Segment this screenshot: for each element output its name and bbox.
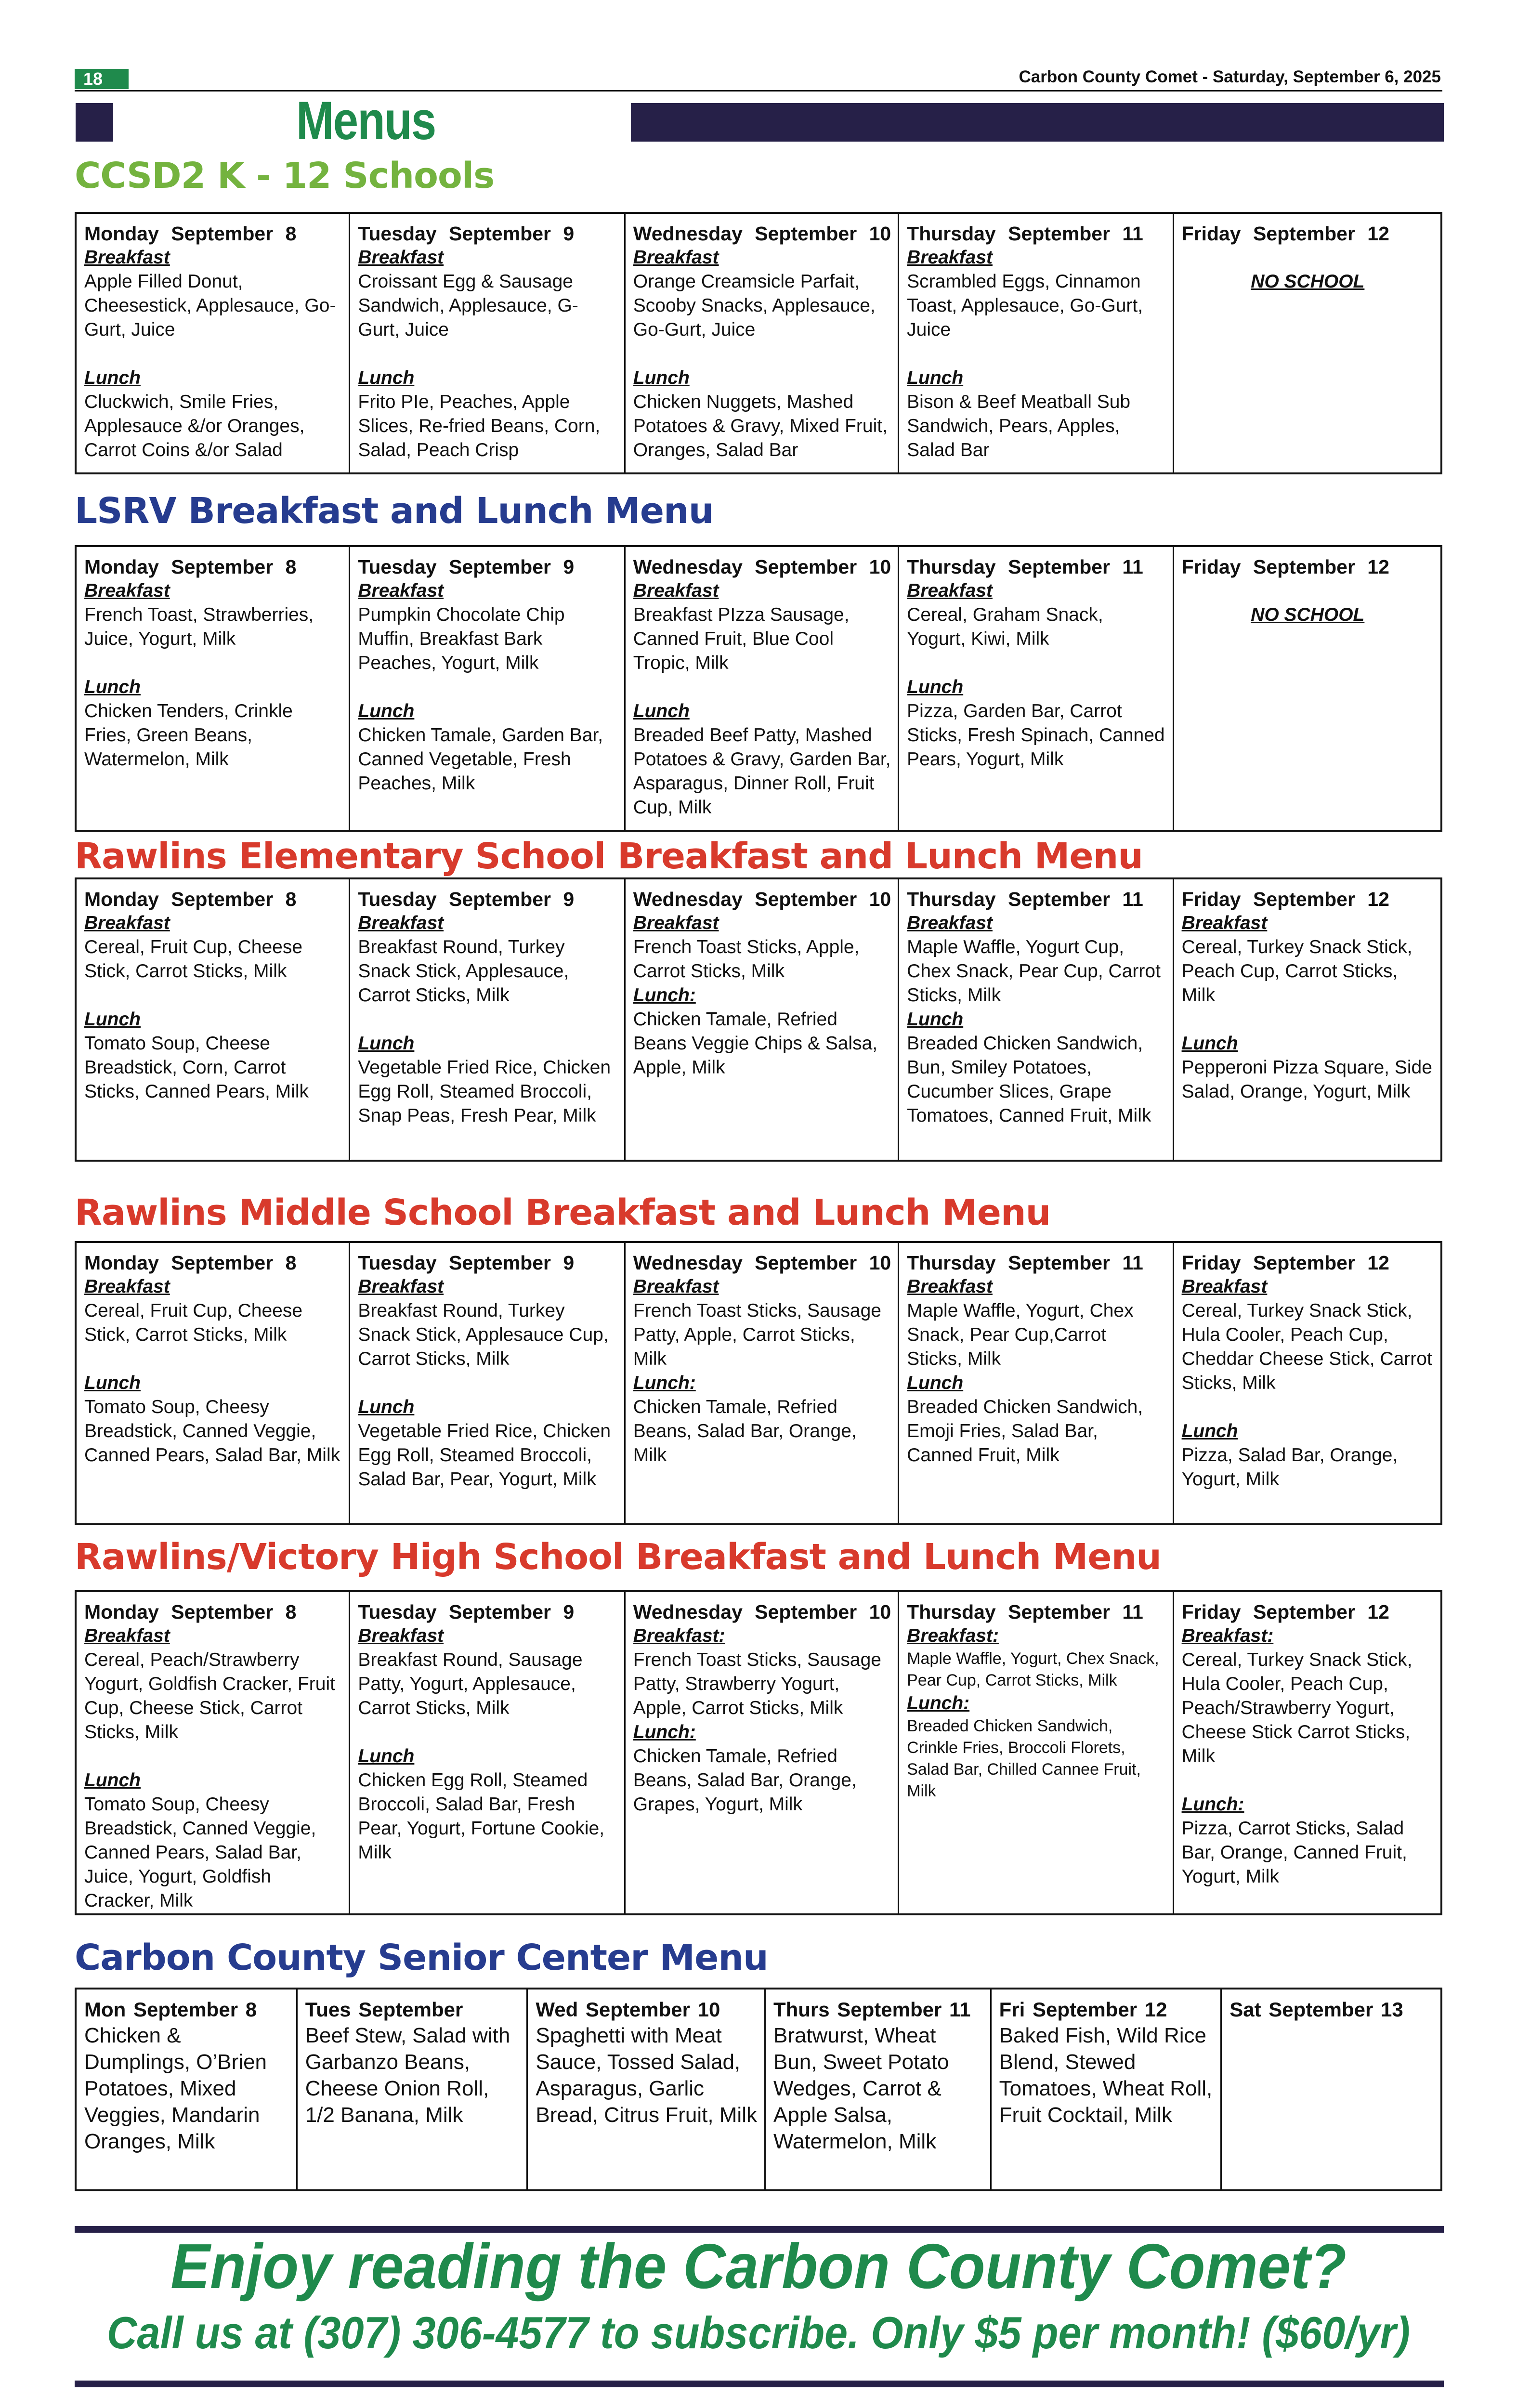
breakfast-items: Cereal, Fruit Cup, Cheese Stick, Carrot Sticks, Milk <box>84 1300 303 1345</box>
menu-day-column <box>528 1989 766 2189</box>
publication-line: Carbon County Comet - Saturday, September 6, 2025 <box>1019 67 1441 86</box>
meal-items: Bratwurst, Wheat Bun, Sweet Potato Wedges, Carrot & Apple Salsa, Watermelon, Milk <box>773 2024 949 2153</box>
menu-table-ccsd2 <box>75 212 1442 474</box>
menu-day-column <box>77 1592 350 1913</box>
lunch-label: Lunch <box>84 1009 141 1030</box>
breakfast-label: Breakfast <box>907 247 993 268</box>
section-title-ccsd2: CCSD2 K - 12 Schools <box>75 155 495 196</box>
menu-day-column <box>766 1989 992 2189</box>
spacer <box>84 651 342 675</box>
breakfast-label: Breakfast: <box>633 1625 725 1646</box>
lunch-label: Lunch <box>907 1009 964 1030</box>
lunch-label: Lunch <box>358 1746 415 1767</box>
breakfast-items: Cereal, Fruit Cup, Cheese Stick, Carrot Sticks, Milk <box>84 937 303 982</box>
menu-day-column <box>77 879 350 1160</box>
lunch-items: Cluckwich, Smile Fries, Applesauce &/or Oranges, Carrot Coins &/or Salad <box>84 392 305 460</box>
menu-day-column <box>626 1592 899 1913</box>
spacer <box>358 675 617 699</box>
menu-day-column <box>899 1592 1174 1913</box>
breakfast-label: Breakfast <box>84 1625 170 1646</box>
day-heading: Thursday September 11 <box>907 1252 1143 1274</box>
breakfast-label: Breakfast <box>84 1276 170 1297</box>
menu-day-column <box>1174 214 1440 472</box>
spacer <box>84 1347 342 1371</box>
menu-day-column <box>626 547 899 830</box>
lunch-items: Pizza, Carrot Sticks, Salad Bar, Orange, Canned Fruit, Yogurt, Milk <box>1181 1818 1407 1887</box>
day-heading: Tues September <box>305 1998 463 2021</box>
menu-day-column <box>1174 547 1440 830</box>
no-school-note: NO SCHOOL <box>1251 604 1365 625</box>
lunch-label: Lunch <box>358 1397 415 1417</box>
spacer <box>358 1720 617 1744</box>
header-rule <box>75 90 1442 92</box>
ad-rule-bottom <box>75 2381 1444 2387</box>
breakfast-items: Cereal, Turkey Snack Stick, Hula Cooler, Peach Cup, Peach/Strawberry Yogurt, Cheese Stick Carrot Sticks, Milk <box>1181 1649 1412 1767</box>
menu-table-lsrv <box>75 545 1442 832</box>
day-heading: Monday September 8 <box>84 1601 297 1623</box>
menu-day-column <box>77 547 350 830</box>
menu-table-senior <box>75 1988 1442 2191</box>
lunch-label: Lunch <box>84 677 141 697</box>
breakfast-label: Breakfast <box>1181 1276 1268 1297</box>
page-number: 18 <box>75 69 129 89</box>
breakfast-items: Cereal, Peach/Strawberry Yogurt, Goldfish Cracker, Fruit Cup, Cheese Stick, Carrot Sticks, Milk <box>84 1649 335 1742</box>
lunch-label: Lunch: <box>633 1373 696 1393</box>
menu-day-column <box>298 1989 528 2189</box>
breakfast-items: Pumpkin Chocolate Chip Muffin, Breakfast Bark Peaches, Yogurt, Milk <box>358 604 565 673</box>
spacer <box>358 342 617 366</box>
menu-day-column <box>350 879 625 1160</box>
lunch-label: Lunch: <box>633 1722 696 1742</box>
menu-day-column <box>77 214 350 472</box>
lunch-label: Lunch: <box>633 985 696 1006</box>
spacer <box>1182 1768 1434 1793</box>
breakfast-label: Breakfast <box>84 580 170 601</box>
day-heading: Tuesday September 9 <box>358 888 575 910</box>
lunch-items: Chicken Tenders, Crinkle Fries, Green Beans, Watermelon, Milk <box>84 701 293 770</box>
spacer <box>633 342 891 366</box>
breakfast-label: Breakfast <box>1181 913 1268 933</box>
breakfast-items: Maple Waffle, Yogurt, Chex Snack, Pear Cup, Carrot Sticks, Milk <box>907 1649 1159 1689</box>
lunch-items: Vegetable Fried Rice, Chicken Egg Roll, Steamed Broccoli, Snap Peas, Fresh Pear, Milk <box>358 1057 611 1126</box>
lunch-items: Pepperoni Pizza Square, Side Salad, Orange, Yogurt, Milk <box>1181 1057 1432 1102</box>
breakfast-items: Cereal, Turkey Snack Stick, Peach Cup, Carrot Sticks, Milk <box>1181 937 1412 1006</box>
breakfast-label: Breakfast <box>633 913 719 933</box>
lunch-items: Frito PIe, Peaches, Apple Slices, Re-fried Beans, Corn, Salad, Peach Crisp <box>358 392 601 460</box>
lunch-label: Lunch <box>358 1033 415 1054</box>
spacer <box>907 651 1165 675</box>
breakfast-label: Breakfast <box>358 1625 444 1646</box>
day-heading: Friday September 12 <box>1181 556 1389 578</box>
lunch-label: Lunch <box>907 367 964 388</box>
menu-day-column <box>350 1592 625 1913</box>
lunch-items: Chicken Tamale, Refried Beans Veggie Chips & Salsa, Apple, Milk <box>633 1009 878 1078</box>
breakfast-items: Maple Waffle, Yogurt, Chex Snack, Pear Cup,Carrot Sticks, Milk <box>907 1300 1134 1369</box>
spacer <box>358 1371 617 1395</box>
lunch-label: Lunch <box>84 1770 141 1791</box>
day-heading: Wednesday September 10 <box>633 1252 891 1274</box>
lunch-label: Lunch <box>1181 1421 1238 1441</box>
breakfast-label: Breakfast <box>358 1276 444 1297</box>
day-heading: Friday September 12 <box>1181 1601 1389 1623</box>
breakfast-items: Maple Waffle, Yogurt Cup, Chex Snack, Pear Cup, Carrot Sticks, Milk <box>907 937 1161 1006</box>
day-heading: Tuesday September 9 <box>358 556 575 578</box>
menu-day-column <box>626 1243 899 1523</box>
meal-items: Baked Fish, Wild Rice Blend, Stewed Tomatoes, Wheat Roll, Fruit Cocktail, Milk <box>999 2024 1213 2127</box>
section-title-senior: Carbon County Senior Center Menu <box>75 1937 768 1978</box>
menu-day-column <box>1174 879 1440 1160</box>
breakfast-label: Breakfast <box>358 247 444 268</box>
day-heading: Monday September 8 <box>84 222 297 245</box>
breakfast-items: Cereal, Graham Snack, Yogurt, Kiwi, Milk <box>907 604 1103 649</box>
day-heading: Friday September 12 <box>1181 222 1389 245</box>
section-title-middle: Rawlins Middle School Breakfast and Lunch Menu <box>75 1192 1051 1233</box>
breakfast-label: Breakfast: <box>1181 1625 1274 1646</box>
lunch-items: Bison & Beef Meatball Sub Sandwich, Pears, Apples, Salad Bar <box>907 392 1131 460</box>
lunch-label: Lunch <box>633 701 690 721</box>
lunch-label: Lunch <box>1181 1033 1238 1054</box>
day-heading: Tuesday September 9 <box>358 1601 575 1623</box>
breakfast-items: French Toast Sticks, Sausage Patty, Apple, Carrot Sticks, Milk <box>633 1300 881 1369</box>
breakfast-items: Cereal, Turkey Snack Stick, Hula Cooler, Peach Cup, Cheddar Cheese Stick, Carrot Sticks, Milk <box>1181 1300 1432 1393</box>
day-heading: Friday September 12 <box>1181 888 1389 910</box>
spacer <box>633 675 891 699</box>
day-heading: Tuesday September 9 <box>358 222 575 245</box>
spacer <box>907 342 1165 366</box>
menu-day-column <box>626 214 899 472</box>
day-heading: Wednesday September 10 <box>633 1601 891 1623</box>
menu-day-column <box>350 214 625 472</box>
breakfast-items: Breakfast Round, Turkey Snack Stick, Applesauce, Carrot Sticks, Milk <box>358 937 569 1006</box>
day-heading: Friday September 12 <box>1181 1252 1389 1274</box>
breakfast-items: Breakfast Round, Sausage Patty, Yogurt, Applesauce, Carrot Sticks, Milk <box>358 1649 583 1718</box>
day-heading: Thursday September 11 <box>907 556 1143 578</box>
day-heading: Wednesday September 10 <box>633 222 891 245</box>
spacer <box>84 983 342 1008</box>
day-heading: Wednesday September 10 <box>633 888 891 910</box>
menu-day-column <box>899 1243 1174 1523</box>
lunch-items: Breaded Chicken Sandwich, Crinkle Fries, Broccoli Florets, Salad Bar, Chilled Cannee Fruit, Milk <box>907 1717 1141 1800</box>
day-heading: Monday September 8 <box>84 556 297 578</box>
breakfast-label: Breakfast <box>907 913 993 933</box>
day-heading: Thurs September 11 <box>773 1998 971 2021</box>
menu-day-column <box>350 1243 625 1523</box>
menu-table-high <box>75 1590 1442 1915</box>
breakfast-items: Apple Filled Donut, Cheesestick, Applesauce, Go-Gurt, Juice <box>84 271 336 340</box>
day-heading: Sat September 13 <box>1229 1998 1403 2021</box>
breakfast-label: Breakfast: <box>907 1625 999 1646</box>
lunch-items: Breaded Chicken Sandwich, Emoji Fries, Salad Bar, Canned Fruit, Milk <box>907 1397 1143 1466</box>
menu-day-column <box>350 547 625 830</box>
breakfast-label: Breakfast <box>907 1276 993 1297</box>
day-heading: Fri September 12 <box>999 1998 1167 2021</box>
lunch-items: Pizza, Garden Bar, Carrot Sticks, Fresh Spinach, Canned Pears, Yogurt, Milk <box>907 701 1165 770</box>
lunch-items: Pizza, Salad Bar, Orange, Yogurt, Milk <box>1181 1445 1398 1490</box>
day-heading: Wed September 10 <box>536 1998 720 2021</box>
lunch-label: Lunch: <box>907 1693 970 1714</box>
breakfast-items: French Toast Sticks, Apple, Carrot Sticks, Milk <box>633 937 860 982</box>
breakfast-label: Breakfast <box>84 913 170 933</box>
lunch-label: Lunch <box>358 367 415 388</box>
breakfast-items: Breakfast PIzza Sausage, Canned Fruit, Blue Cool Tropic, Milk <box>633 604 850 673</box>
lunch-items: Vegetable Fried Rice, Chicken Egg Roll, Steamed Broccoli, Salad Bar, Pear, Yogurt, Milk <box>358 1421 611 1490</box>
breakfast-label: Breakfast <box>633 580 719 601</box>
day-heading: Monday September 8 <box>84 1252 297 1274</box>
breakfast-label: Breakfast <box>633 1276 719 1297</box>
breakfast-label: Breakfast <box>633 247 719 268</box>
breakfast-items: Croissant Egg & Sausage Sandwich, Applesauce, G-Gurt, Juice <box>358 271 578 340</box>
spacer <box>358 1008 617 1032</box>
menu-day-column <box>1174 1592 1440 1913</box>
spacer <box>84 1744 342 1768</box>
breakfast-items: Scrambled Eggs, Cinnamon Toast, Applesauce, Go-Gurt, Juice <box>907 271 1143 340</box>
lunch-items: Chicken Tamale, Refried Beans, Salad Bar, Orange, Grapes, Yogurt, Milk <box>633 1746 857 1815</box>
breakfast-items: French Toast Sticks, Sausage Patty, Strawberry Yogurt, Apple, Carrot Sticks, Milk <box>633 1649 881 1718</box>
lunch-items: Chicken Tamale, Refried Beans, Salad Bar, Orange, Milk <box>633 1397 857 1466</box>
lunch-items: Breaded Chicken Sandwich, Bun, Smiley Potatoes, Cucumber Slices, Grape Tomatoes, Canned Fruit, Milk <box>907 1033 1151 1126</box>
lunch-label: Lunch <box>358 701 415 721</box>
lunch-label: Lunch <box>633 367 690 388</box>
menu-day-column <box>1174 1243 1440 1523</box>
breakfast-items: Breakfast Round, Turkey Snack Stick, Applesauce Cup, Carrot Sticks, Milk <box>358 1300 609 1369</box>
lunch-items: Chicken Nuggets, Mashed Potatoes & Gravy, Mixed Fruit, Oranges, Salad Bar <box>633 392 888 460</box>
meal-items: Spaghetti with Meat Sauce, Tossed Salad, Asparagus, Garlic Bread, Citrus Fruit, Milk <box>536 2024 757 2127</box>
breakfast-label: Breakfast <box>84 247 170 268</box>
lunch-label: Lunch <box>84 1373 141 1393</box>
menu-day-column <box>992 1989 1222 2189</box>
page-title: Menus <box>296 91 436 151</box>
menu-day-column <box>899 547 1174 830</box>
breakfast-items: Orange Creamsicle Parfait, Scooby Snacks, Applesauce, Go-Gurt, Juice <box>633 271 876 340</box>
lunch-items: Tomato Soup, Cheese Breadstick, Corn, Carrot Sticks, Canned Pears, Milk <box>84 1033 309 1102</box>
day-heading: Monday September 8 <box>84 888 297 910</box>
breakfast-items: French Toast, Strawberries, Juice, Yogurt, Milk <box>84 604 314 649</box>
section-title-elementary: Rawlins Elementary School Breakfast and Lunch Menu <box>75 836 1143 877</box>
menu-table-elementary <box>75 877 1442 1162</box>
section-title-high: Rawlins/Victory High School Breakfast and Lunch Menu <box>75 1536 1161 1578</box>
ad-subscribe-text: Call us at (307) 306-4577 to subscribe. Only $5 per month! ($60/yr) <box>107 2307 1410 2358</box>
day-heading: Tuesday September 9 <box>358 1252 575 1274</box>
spacer <box>84 342 342 366</box>
menu-day-column <box>1222 1989 1440 2189</box>
header-block-decoration <box>76 103 113 142</box>
lunch-items: Tomato Soup, Cheesy Breadstick, Canned Veggie, Canned Pears, Salad Bar, Juice, Yogurt, Goldfish Cracker, Milk <box>84 1794 316 1911</box>
section-title-lsrv: LSRV Breakfast and Lunch Menu <box>75 490 714 532</box>
menu-day-column <box>626 879 899 1160</box>
lunch-label: Lunch: <box>1181 1794 1244 1815</box>
header-bar-decoration <box>631 103 1444 142</box>
day-heading: Mon September 8 <box>84 1998 257 2021</box>
menu-day-column <box>899 214 1174 472</box>
spacer <box>1182 1395 1434 1419</box>
meal-items: Chicken & Dumplings, O’Brien Potatoes, Mixed Veggies, Mandarin Oranges, Milk <box>84 2024 267 2153</box>
menu-day-column <box>899 879 1174 1160</box>
lunch-items: Chicken Tamale, Garden Bar, Canned Vegetable, Fresh Peaches, Milk <box>358 725 603 794</box>
lunch-label: Lunch <box>907 1373 964 1393</box>
breakfast-label: Breakfast <box>358 580 444 601</box>
menu-day-column <box>77 1989 298 2189</box>
lunch-label: Lunch <box>84 367 141 388</box>
no-school-note: NO SCHOOL <box>1251 271 1365 292</box>
day-heading: Thursday September 11 <box>907 1601 1143 1623</box>
spacer <box>1182 1008 1434 1032</box>
day-heading: Wednesday September 10 <box>633 556 891 578</box>
meal-items: Beef Stew, Salad with Garbanzo Beans, Cheese Onion Roll, 1/2 Banana, Milk <box>305 2024 510 2127</box>
lunch-items: Chicken Egg Roll, Steamed Broccoli, Salad Bar, Fresh Pear, Yogurt, Fortune Cookie, Milk <box>358 1770 605 1863</box>
day-heading: Thursday September 11 <box>907 888 1143 910</box>
lunch-label: Lunch <box>907 677 964 697</box>
menu-table-middle <box>75 1241 1442 1525</box>
lunch-items: Breaded Beef Patty, Mashed Potatoes & Gravy, Garden Bar, Asparagus, Dinner Roll, Fruit Cup, Milk <box>633 725 891 818</box>
breakfast-label: Breakfast <box>907 580 993 601</box>
lunch-items: Tomato Soup, Cheesy Breadstick, Canned Veggie, Canned Pears, Salad Bar, Milk <box>84 1397 340 1466</box>
menu-day-column <box>77 1243 350 1523</box>
ad-headline: Enjoy reading the Carbon County Comet? <box>170 2231 1347 2302</box>
day-heading: Thursday September 11 <box>907 222 1143 245</box>
breakfast-label: Breakfast <box>358 913 444 933</box>
